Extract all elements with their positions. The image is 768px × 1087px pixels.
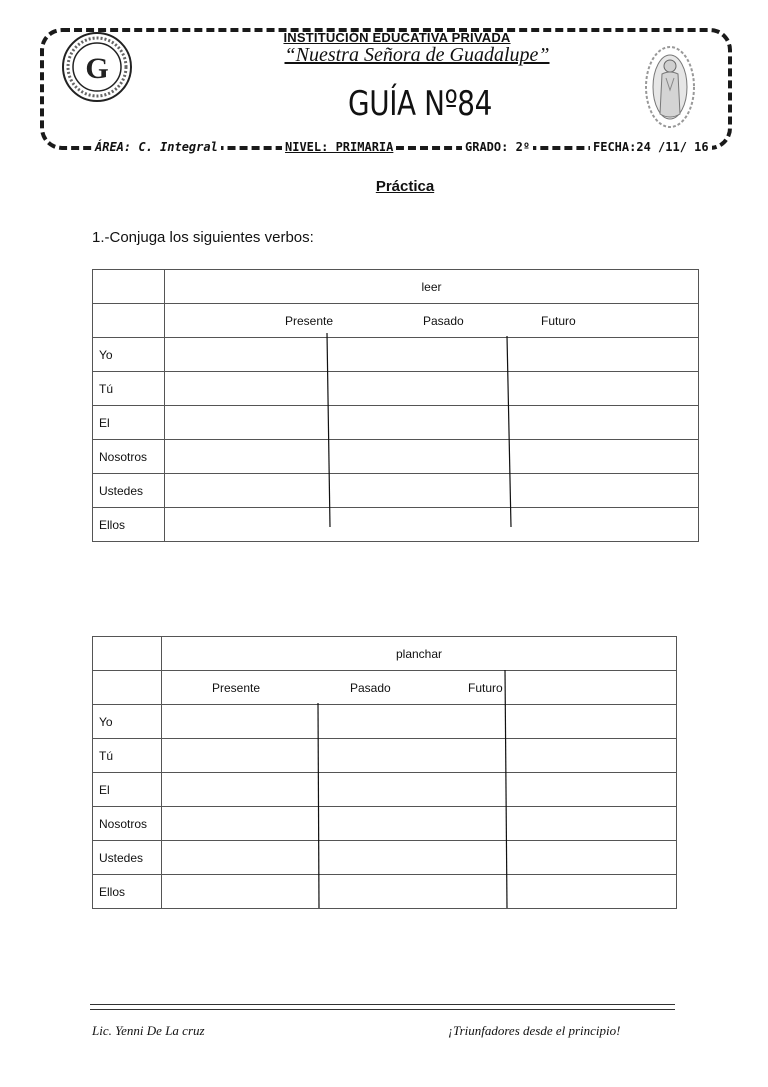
- table-row: [93, 406, 699, 440]
- area-label: ÁREA: C. Integral: [92, 140, 221, 154]
- conjugation-table-1: [92, 269, 699, 542]
- pronoun-cell: Nosotros: [93, 807, 162, 841]
- verb-cell: planchar: [162, 637, 677, 671]
- tense-cell: [162, 671, 677, 705]
- answer-cell[interactable]: [165, 440, 699, 474]
- school-seal-logo: [60, 30, 134, 104]
- tense-row: [93, 304, 699, 338]
- table-row: [93, 773, 677, 807]
- pronoun-cell: El: [93, 773, 162, 807]
- verb-row: [93, 270, 699, 304]
- logo-letter: G: [85, 52, 109, 85]
- pronoun-cell: Nosotros: [93, 440, 165, 474]
- pronoun-cell: Yo: [93, 338, 165, 372]
- section-title: Práctica: [375, 178, 435, 195]
- question-text: 1.-Conjuga los siguientes verbos:: [92, 229, 314, 246]
- table-row: [93, 338, 699, 372]
- footer-author: Lic. Yenni De La cruz: [92, 1023, 205, 1038]
- tense-pasado: Pasado: [423, 313, 464, 328]
- institution-title: INSTITUCIÓN EDUCATIVA PRIVADA: [283, 30, 511, 45]
- tense-cell: [165, 304, 699, 338]
- pronoun-cell: El: [93, 406, 165, 440]
- pronoun-cell: Ustedes: [93, 474, 165, 508]
- answer-cell[interactable]: [162, 705, 677, 739]
- pronoun-cell: Tú: [93, 739, 162, 773]
- answer-cell[interactable]: [162, 875, 677, 909]
- tense-presente: Presente: [285, 313, 334, 328]
- grado-label: GRADO: 2º: [462, 140, 533, 154]
- answer-cell[interactable]: [165, 372, 699, 406]
- table-row: [93, 875, 677, 909]
- table-row: [93, 705, 677, 739]
- institution-name: “Nuestra Señora de Guadalupe”: [284, 44, 550, 66]
- table-row: [93, 841, 677, 875]
- tense-futuro: Futuro: [468, 680, 503, 695]
- footer-divider: [90, 1004, 675, 1005]
- table-row: [93, 508, 699, 542]
- tense-row: [93, 671, 677, 705]
- answer-cell[interactable]: [165, 406, 699, 440]
- tense-futuro: Futuro: [541, 313, 576, 328]
- nivel-label: NIVEL: PRIMARIA: [282, 140, 396, 154]
- verb-row: [93, 637, 677, 671]
- answer-cell[interactable]: [162, 807, 677, 841]
- answer-cell[interactable]: [165, 338, 699, 372]
- pronoun-cell: Yo: [93, 705, 162, 739]
- footer-motto: ¡Triunfadores desde el principio!: [448, 1023, 621, 1038]
- answer-cell[interactable]: [165, 508, 699, 542]
- pronoun-cell: Ustedes: [93, 841, 162, 875]
- answer-cell[interactable]: [162, 841, 677, 875]
- footer-divider: [90, 1009, 675, 1010]
- table-row: [93, 474, 699, 508]
- answer-cell[interactable]: [165, 474, 699, 508]
- table-row: [93, 440, 699, 474]
- tense-pasado: Pasado: [350, 680, 391, 695]
- virgin-guadalupe-image: [634, 44, 706, 130]
- empty-cell: [93, 304, 165, 338]
- pronoun-cell: Tú: [93, 372, 165, 406]
- pronoun-cell: Ellos: [93, 875, 162, 909]
- conjugation-table-2: [92, 636, 677, 909]
- empty-cell: [93, 637, 162, 671]
- guide-title: GUÍA Nº84: [348, 84, 492, 124]
- fecha-label: FECHA:24 /11/ 16: [590, 140, 712, 154]
- empty-cell: [93, 270, 165, 304]
- answer-cell[interactable]: [162, 739, 677, 773]
- table-row: [93, 372, 699, 406]
- verb-cell: leer: [165, 270, 699, 304]
- answer-cell[interactable]: [162, 773, 677, 807]
- pronoun-cell: Ellos: [93, 508, 165, 542]
- tense-presente: Presente: [212, 680, 261, 695]
- table-row: [93, 739, 677, 773]
- empty-cell: [93, 671, 162, 705]
- table-row: [93, 807, 677, 841]
